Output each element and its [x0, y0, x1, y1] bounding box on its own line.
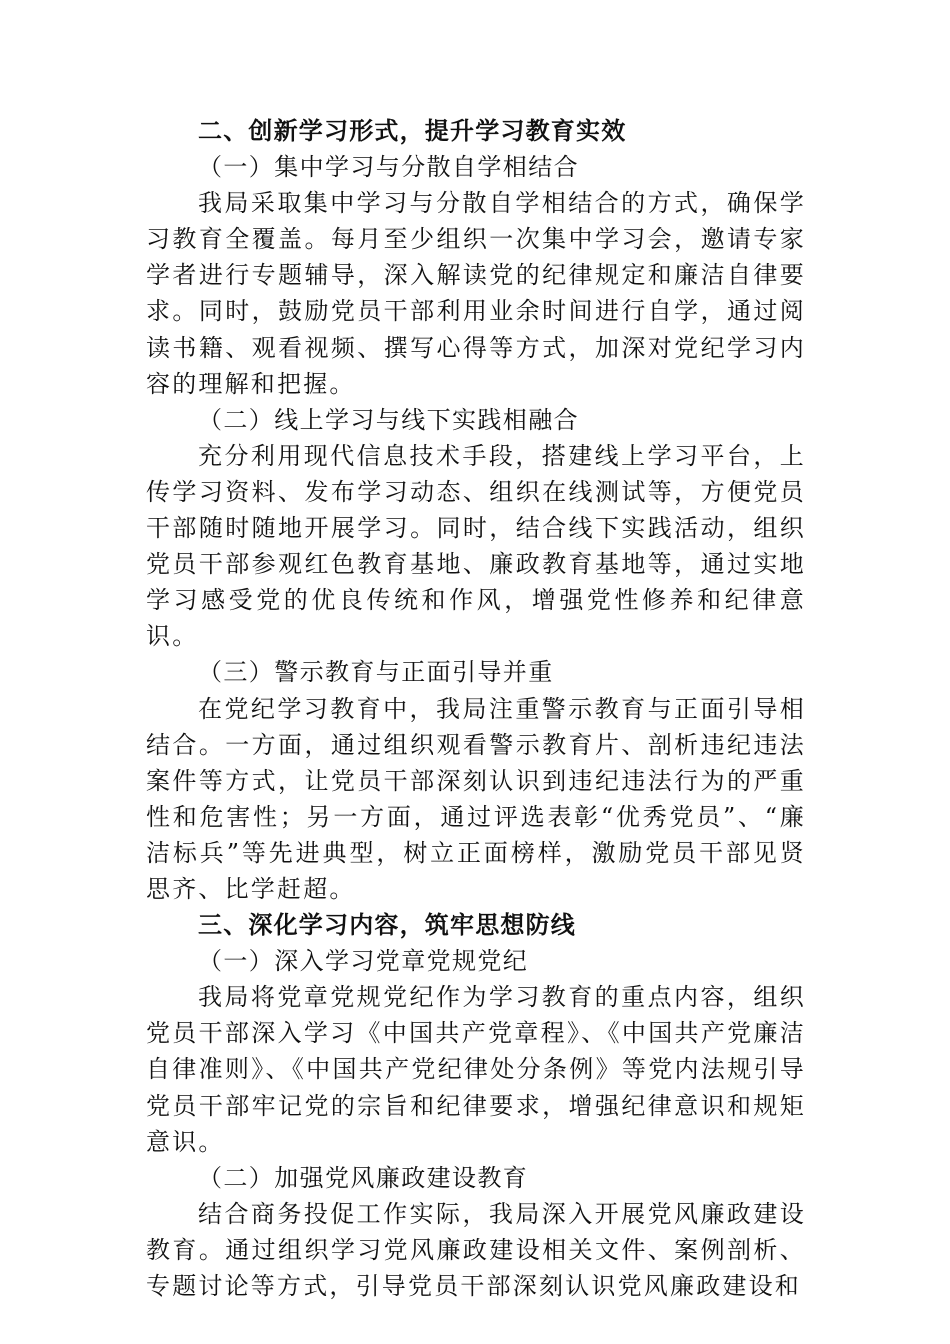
subsection-heading-2-2: （二）线上学习与线下实践相融合 — [198, 405, 579, 434]
paragraph-2-2: 充分利用现代信息技术手段，搭建线上学习平台，上传学习资料、发布学习动态、组织在线测试等，方便党员干部随时随地开展学习。同时，结合线下实践活动，组织党员干部参观红色教育基地、廉政教育基地等，通过实地学习感受党的优良传统和作风，增强党性修养和纪律意识。 — [146, 441, 806, 651]
subsection-heading-2-1: （一）集中学习与分散自学相结合 — [198, 153, 579, 182]
section-heading-2: 二、创新学习形式，提升学习教育实效 — [198, 117, 627, 145]
paragraph-2-1: 我局采取集中学习与分散自学相结合的方式，确保学习教育全覆盖。每月至少组织一次集中学习会，邀请专家学者进行专题辅导，深入解读党的纪律规定和廉洁自律要求。同时，鼓励党员干部利用业余时间进行自学，通过阅读书籍、观看视频、撰写心得等方式，加深对党纪学习内容的理解和把握。 — [146, 189, 806, 398]
subsection-heading-2-3: （三）警示教育与正面引导并重 — [198, 658, 554, 687]
document-page — [146, 113, 806, 1304]
subsection-heading-3-1: （一）深入学习党章党规党纪 — [198, 947, 529, 976]
paragraph-2-3: 在党纪学习教育中，我局注重警示教育与正面引导相结合。一方面，通过组织观看警示教育片、剖析违纪违法案件等方式，让党员干部深刻认识到违纪违法行为的严重性和危害性；另一方面，通过评选表彰“优秀党员”、“廉洁标兵”等先进典型，树立正面榜样，激励党员干部见贤思齐、比学赶超。 — [146, 694, 806, 903]
subsection-heading-3-2: （二）加强党风廉政建设教育 — [198, 1163, 529, 1192]
section-heading-3: 三、深化学习内容，筑牢思想防线 — [198, 911, 576, 940]
paragraph-3-1: 我局将党章党规党纪作为学习教育的重点内容，组织党员干部深入学习《中国共产党章程》、《中国共产党廉洁自律准则》、《中国共产党纪律处分条例》等党内法规引导党员干部牢记党的宗旨和纪律要求，增强纪律意识和规矩意识。 — [146, 983, 806, 1156]
paragraph-3-2: 结合商务投促工作实际，我局深入开展党风廉政建设教育。通过组织学习党风廉政建设相关文件、案例剖析、专题讨论等方式，引导党员干部深刻认识党风廉政建设和 — [146, 1199, 806, 1300]
